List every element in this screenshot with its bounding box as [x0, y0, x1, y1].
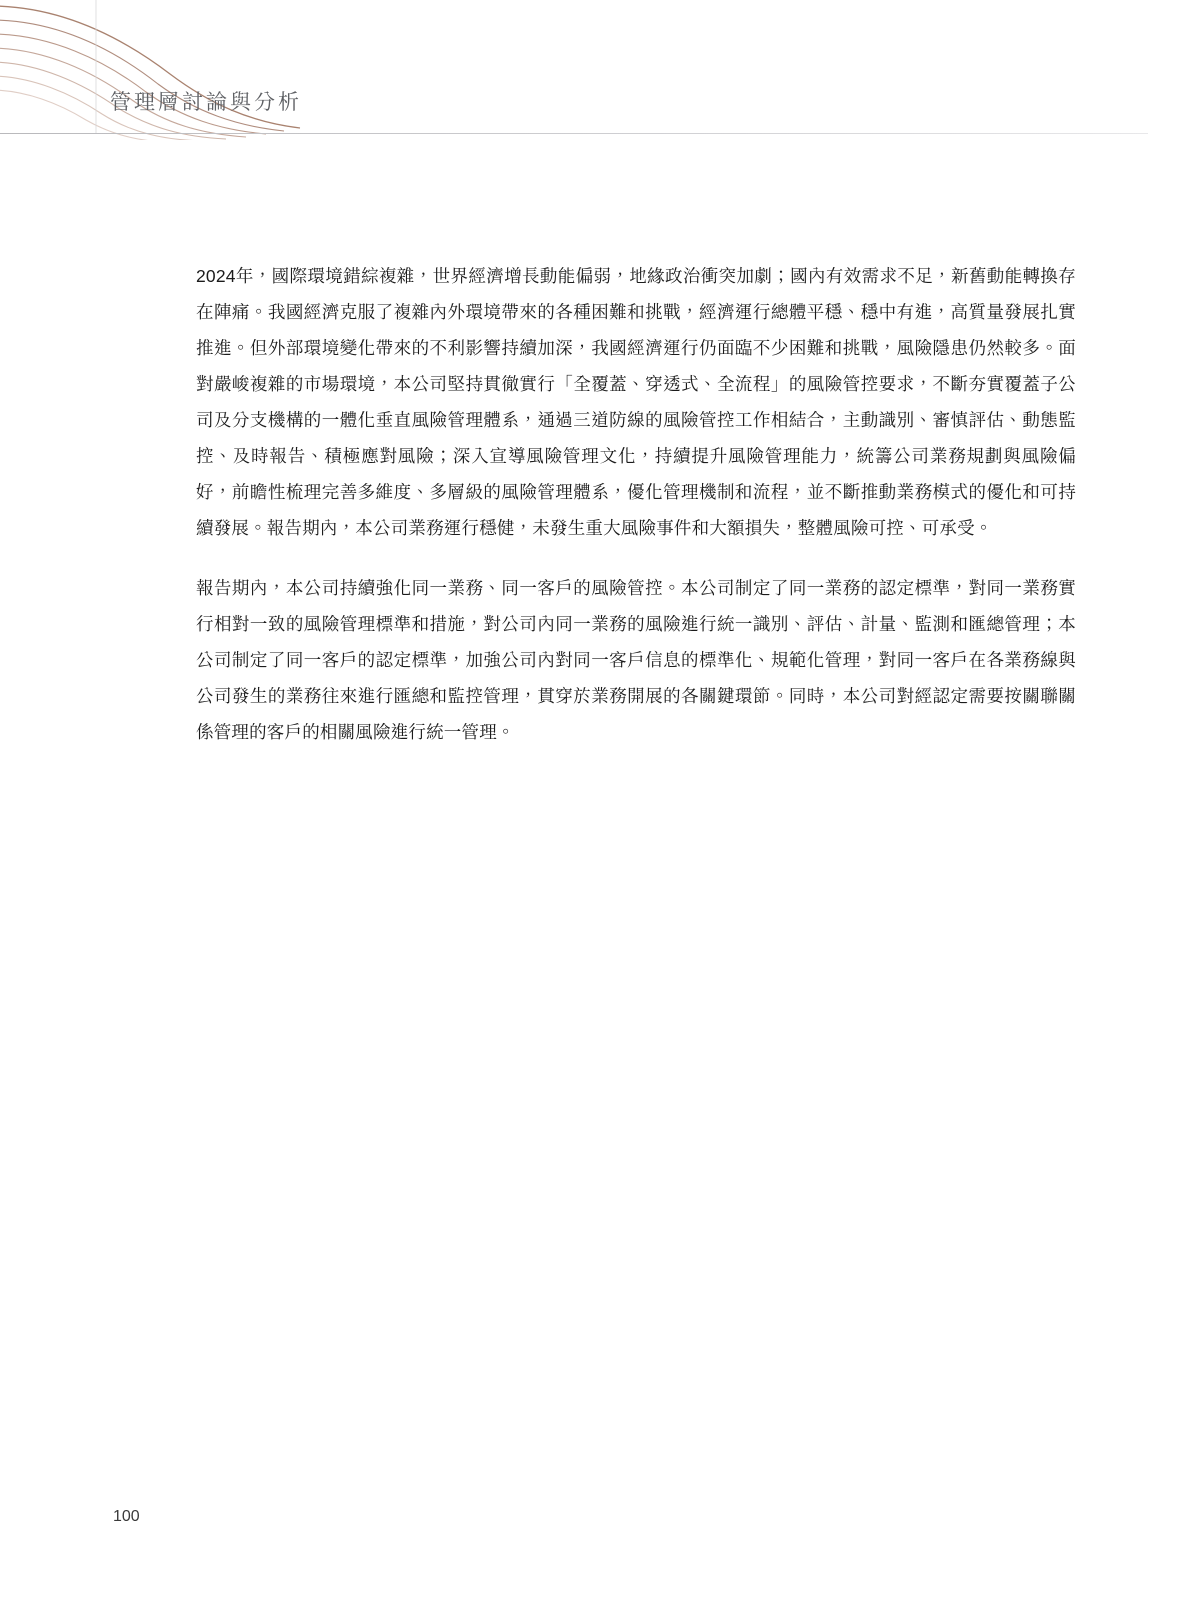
- page-title: 管理層討論與分析: [110, 90, 302, 114]
- document-body: [196, 258, 1076, 750]
- page-number: 100: [113, 1508, 140, 1525]
- page-header: [0, 0, 1190, 140]
- decorative-swoosh-graphic: [0, 0, 420, 140]
- paragraph: 2024年，國際環境錯綜複雜，世界經濟增長動能偏弱，地緣政治衝突加劇；國內有效需求不足，新舊動能轉換存在陣痛。我國經濟克服了複雜內外環境帶來的各種困難和挑戰，經濟運行總體平穩、穩中有進，高質量發展扎實推進。但外部環境變化帶來的不利影響持續加深，我國經濟運行仍面臨不少困難和挑戰，風險隱患仍然較多。面對嚴峻複雜的市場環境，本公司堅持貫徹實行「全覆蓋、穿透式、全流程」的風險管控要求，不斷夯實覆蓋子公司及分支機構的一體化垂直風險管理體系，通過三道防線的風險管控工作相結合，主動識別、審慎評估、動態監控、及時報告、積極應對風險；深入宣導風險管理文化，持續提升風險管理能力，統籌公司業務規劃與風險偏好，前瞻性梳理完善多維度、多層級的風險管理體系，優化管理機制和流程，並不斷推動業務模式的優化和可持續發展。報告期內，本公司業務運行穩健，未發生重大風險事件和大額損失，整體風險可控、可承受。: [196, 266, 1076, 538]
- paragraph: 報告期內，本公司持續強化同一業務、同一客戶的風險管控。本公司制定了同一業務的認定標準，對同一業務實行相對一致的風險管理標準和措施，對公司內同一業務的風險進行統一識別、評估、計量、監測和匯總管理；本公司制定了同一客戶的認定標準，加強公司內對同一客戶信息的標準化、規範化管理，對同一客戶在各業務線與公司發生的業務往來進行匯總和監控管理，貫穿於業務開展的各關鍵環節。同時，本公司對經認定需要按關聯關係管理的客戶的相關風險進行統一管理。: [196, 578, 1076, 742]
- header-divider: [0, 133, 1148, 134]
